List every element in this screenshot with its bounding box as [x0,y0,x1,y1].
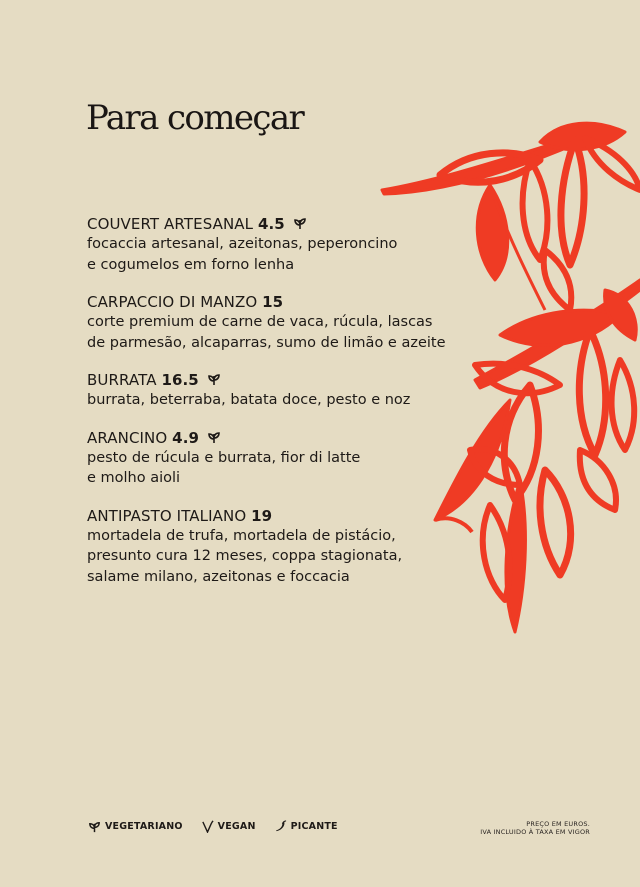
diet-legend [88,820,356,833]
item-description: focaccia artesanal, azeitonas, peperoncino e cogumelos em forno lenha [87,236,398,273]
legend-vegetarian [88,820,183,833]
leaf-sprig-icon [88,820,101,833]
vegetarian-icon [207,430,221,444]
menu-items-list [87,214,507,604]
item-price: 19 [251,506,273,525]
price-note [480,820,590,836]
vegetarian-icon [293,216,307,230]
menu-item [87,292,507,353]
legend-vegetarian-label: VEGETARIANO [105,821,183,832]
menu-item [87,214,507,275]
price-note-line1: PREÇO EM EUROS. [526,820,590,828]
legend-vegan-label: VEGAN [217,821,256,832]
item-description: pesto de rúcula e burrata, fior di latte e molho aioli [87,449,361,486]
v-leaf-icon [201,820,214,833]
item-name: ARANCINO [87,428,168,447]
item-price: 15 [262,293,284,311]
item-name: COUVERT ARTESANAL [87,215,254,233]
item-description: corte premium de carne de vaca, rúcula, lascas de parmesão, alcaparras, sumo de limão e azeite [87,314,446,351]
legend-spicy [274,820,338,833]
legend-spicy-label: PICANTE [290,821,338,832]
chili-pepper-icon [274,820,287,833]
item-price: 16.5 [161,371,199,389]
item-name: ANTIPASTO ITALIANO [87,506,247,525]
item-name: CARPACCIO DI MANZO [87,293,258,311]
menu-item [87,506,507,588]
item-price: 4.9 [172,428,200,447]
section-title: Para começar [86,98,304,138]
item-description: mortadela de trufa, mortadela de pistácio, presunto cura 12 meses, coppa stagionata, salame milano, azeitonas e foccacia [87,527,403,585]
menu-item [87,370,507,411]
price-note-line2: IVA INCLUIDO À TAXA EM VIGOR [480,828,590,836]
legend-vegan [201,820,256,833]
item-name: BURRATA [87,371,157,389]
menu-item [87,428,507,489]
item-price: 4.5 [257,215,285,233]
vegetarian-icon [207,372,221,386]
item-description: burrata, beterraba, batata doce, pesto e noz [87,392,411,408]
